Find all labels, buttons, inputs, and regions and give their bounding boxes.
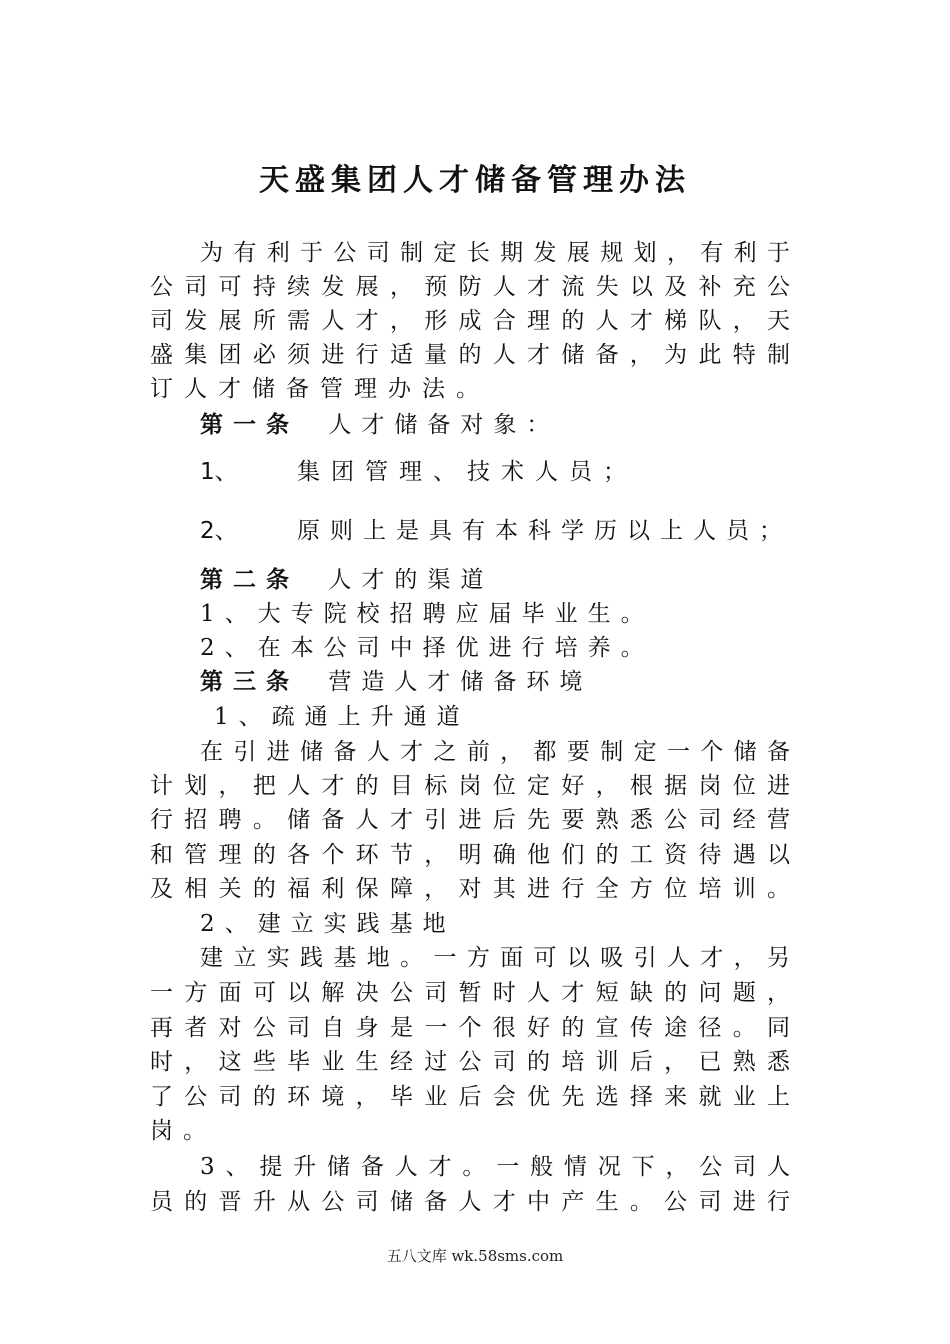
page-footer: 五八文库 wk.58sms.com	[386, 1247, 564, 1265]
article-1-heading	[200, 408, 840, 442]
section-subheading: 2、建立实践基地	[200, 911, 456, 937]
paragraph-line: 司发展所需人才，形成合理的人才梯队，天	[150, 308, 790, 334]
paragraph-line: 行招聘。储备人才引进后先要熟悉公司经营	[150, 807, 790, 833]
document-title: 天盛集团人才储备管理办法	[259, 163, 691, 198]
article-text: 人才储备对象：	[328, 412, 560, 438]
list-item	[200, 514, 840, 548]
list-item	[200, 455, 840, 489]
paragraph-line: 了公司的环境，毕业后会优先选择来就业上	[150, 1084, 790, 1110]
article-text: 人才的渠道	[328, 567, 494, 593]
list-number: 1、	[200, 459, 238, 485]
paragraph-line: 一方面可以解决公司暂时人才短缺的问题，	[150, 980, 790, 1006]
list-item: 1、大专院校招聘应届毕业生。	[200, 601, 654, 627]
paragraph-line: 在引进储备人才之前，都要制定一个储备	[200, 739, 790, 765]
article-label: 第二条	[200, 566, 299, 593]
list-text: 原则上是具有本科学历以上人员；	[296, 518, 792, 544]
article-text: 营造人才储备环境	[328, 669, 593, 695]
paragraph-line: 再者对公司自身是一个很好的宣传途径。同	[150, 1015, 790, 1041]
article-label: 第一条	[200, 411, 299, 438]
paragraph-line: 3、提升储备人才。一般情况下，公司人	[200, 1154, 790, 1180]
paragraph-line: 为有利于公司制定长期发展规划，有利于	[200, 240, 790, 266]
paragraph-line: 时，这些毕业生经过公司的培训后，已熟悉	[150, 1049, 790, 1075]
article-2-heading	[200, 563, 840, 597]
list-text: 集团管理、技术人员；	[296, 459, 637, 485]
paragraph-line: 盛集团必须进行适量的人才储备，为此特制	[150, 342, 790, 368]
section-subheading: 1、疏通上升通道	[214, 704, 470, 730]
paragraph-line: 岗。	[150, 1118, 216, 1144]
paragraph-line: 计划，把人才的目标岗位定好，根据岗位进	[150, 773, 790, 799]
paragraph-line: 和管理的各个环节，明确他们的工资待遇以	[150, 842, 790, 868]
paragraph-line: 建立实践基地。一方面可以吸引人才，另	[200, 945, 790, 971]
list-number: 2、	[200, 518, 238, 544]
paragraph-line: 公司可持续发展，预防人才流失以及补充公	[150, 274, 790, 300]
article-label: 第三条	[200, 668, 299, 695]
list-item: 2、在本公司中择优进行培养。	[200, 635, 654, 661]
paragraph-line: 及相关的福利保障，对其进行全方位培训。	[150, 876, 790, 902]
article-3-heading	[200, 665, 840, 699]
paragraph-line: 订人才储备管理办法。	[150, 376, 490, 402]
paragraph-line: 员的晋升从公司储备人才中产生。公司进行	[150, 1189, 790, 1215]
